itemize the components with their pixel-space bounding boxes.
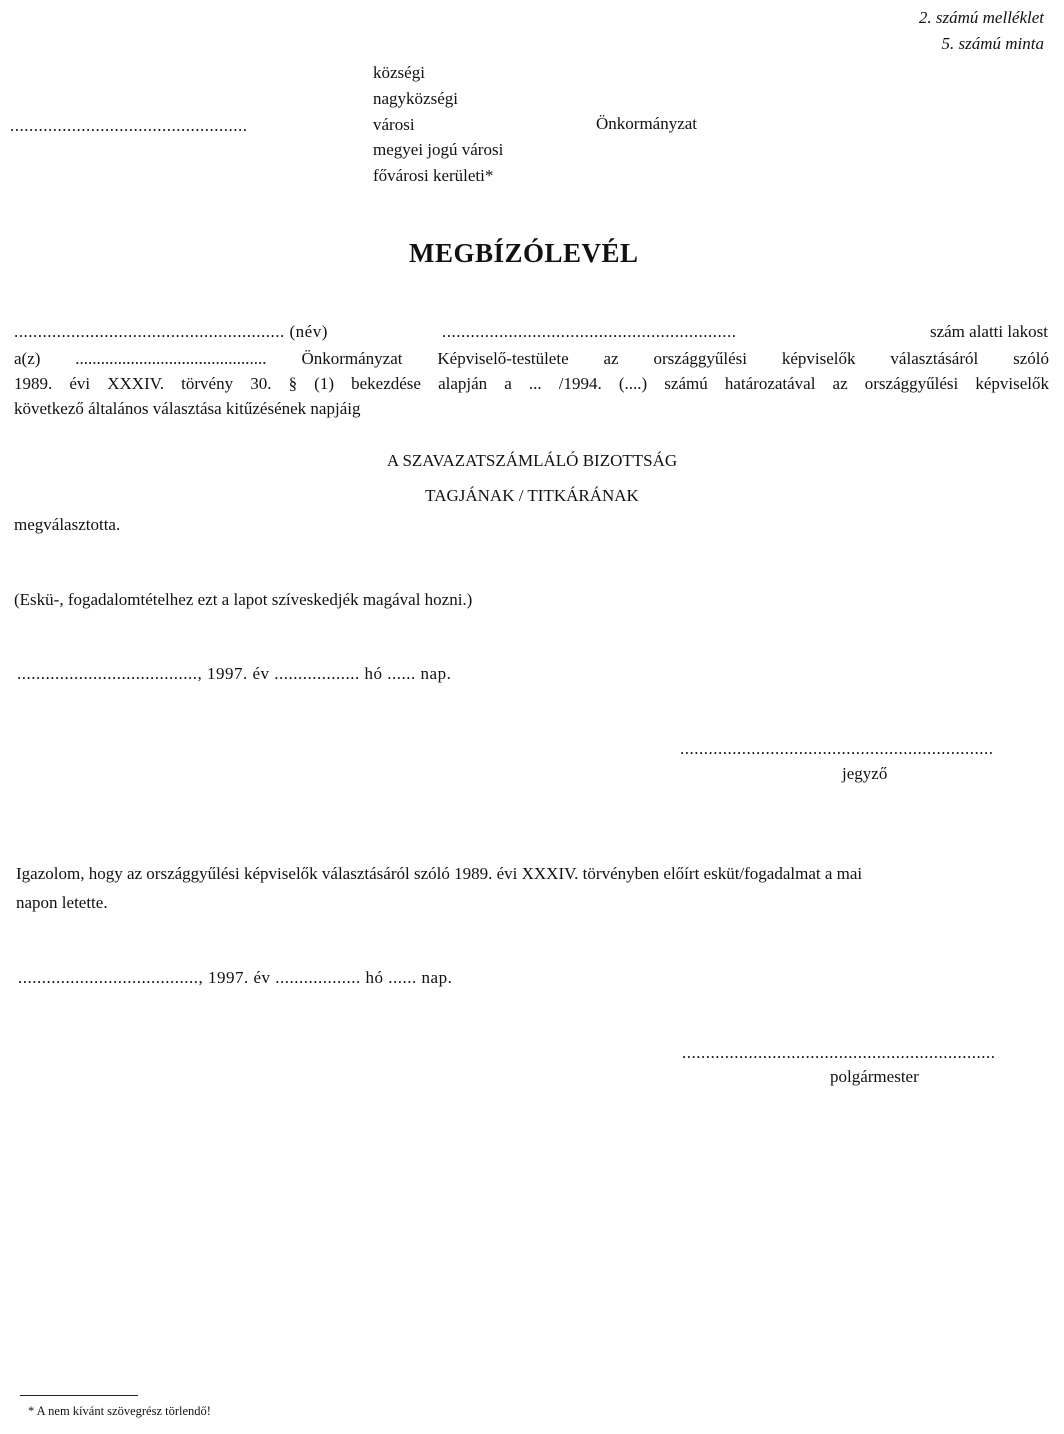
committee-heading: A SZAVAZATSZÁMLÁLÓ BIZOTTSÁG [386,451,678,470]
address-dots: .............................................................. [442,322,737,341]
municipality-type-megyei: megyei jogú városi [373,140,504,159]
document-title: MEGBÍZÓLEVÉL [409,238,639,268]
date-line-1: ......................................, 1997. év .................. hó ...... nap. [17,664,452,683]
footnote: * A nem kívánt szövegrész törlendő! [28,1404,211,1418]
signature-role-mayor: polgármester [830,1067,919,1086]
sample-label: 5. számú minta [941,34,1044,53]
municipality-type-fovarosi: fővárosi kerületi* [373,166,494,185]
signature-role-notary: jegyző [842,764,888,783]
footnote-rule [20,1395,138,1396]
municipality-dots: .................................................. [10,116,248,135]
body-line-2: a(z) ............................................. Önkormányzat Képviselő-testülete az országgyűlési képviselők választásáról szóló [14,349,1049,368]
elected-text: megválasztotta. [14,515,121,534]
certify-line-1: Igazolom, hogy az országgyűlési képviselők választásáról szóló 1989. évi XXXIV. törvényben előírt esküt/fogadalmat a mai [16,864,863,883]
annex-label: 2. számú melléklet [918,8,1044,27]
oath-note: (Eskü-, fogadalomtételhez ezt a lapot szíveskedjék magával hozni.) [14,590,473,609]
certify-line-2: napon letette. [16,893,108,912]
municipality-label: Önkormányzat [596,114,698,133]
municipality-type-nagykozsegi: nagyközségi [373,89,458,108]
municipality-type-kozsegi: községi [373,63,425,82]
date-line-2: ......................................, 1997. év .................. hó ...... nap. [18,968,453,987]
address-suffix: szám alatti lakost [929,322,1048,341]
body-line-3: 1989. évi XXXIV. törvény 30. § (1) bekezdése alapján a ... /1994. (....) számú határozatával az országgyűlési képviselők [14,374,1049,393]
body-line-4: következő általános választása kitűzésének napjáig [14,399,361,418]
municipality-type-varosi: városi [373,115,415,134]
committee-role: TAGJÁNAK / TITKÁRÁNAK [425,486,639,505]
signature-dots-notary: .................................................................. [680,739,994,758]
signature-dots-mayor: .................................................................. [682,1043,996,1062]
name-line: ......................................................... (név) [14,322,328,341]
